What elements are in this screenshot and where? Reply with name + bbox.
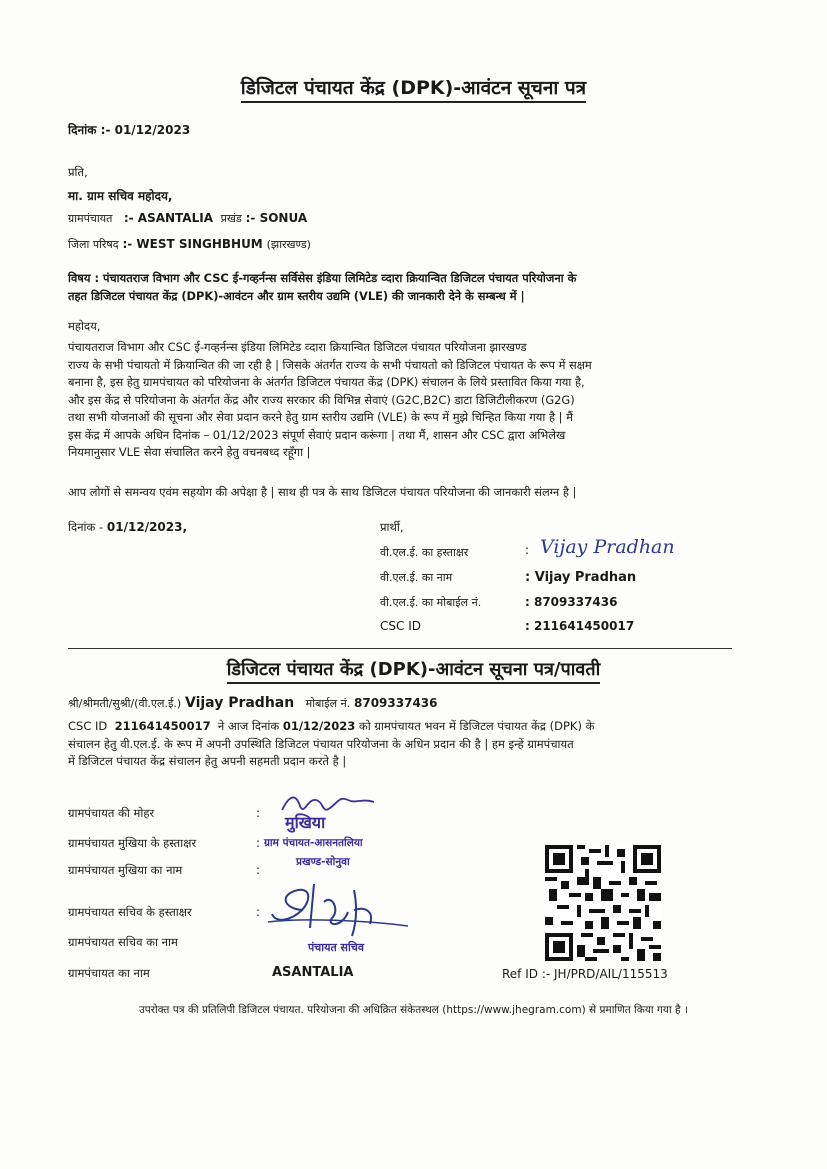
district-line: जिला परिषद :- WEST SINGHBHUM (झारखण्ड) (68, 237, 311, 251)
vle-mobile-label: वी.एल.ई. का मोबाईल नं. (380, 596, 482, 609)
prati: प्रति, (68, 165, 88, 179)
date-line: दिनांक :- 01/12/2023 (68, 123, 191, 137)
csc-id: : 211641450017 (525, 619, 635, 633)
stamp-mukhiya-block: प्रखण्ड-सोनुवा (296, 856, 350, 868)
prarthi: प्रार्थी, (380, 520, 404, 534)
gp-name: ASANTALIA (272, 965, 354, 980)
letter-title: डिजिटल पंचायत केंद्र (DPK)-आवंटन सूचना पत्र (0, 74, 827, 100)
colon: : (525, 543, 530, 557)
vle-name: : Vijay Pradhan (525, 570, 637, 585)
csc-id-label: CSC ID (380, 619, 421, 633)
gp-line: ग्रामपंचायत :- ASANTALIA प्रखंड :- SONUA (68, 211, 308, 225)
colon: : (256, 905, 261, 919)
stamp-sachiv: पंचायत सचिव (308, 941, 364, 954)
divider (68, 648, 732, 649)
gp-seal-label: ग्रामपंचायत की मोहर (68, 806, 155, 820)
vle-mobile: : 8709337436 (525, 595, 618, 609)
gp-name-label: ग्रामपंचायत का नाम (68, 966, 150, 980)
stamp-mukhiya-title: मुखिया (285, 813, 326, 832)
sachiv-name-label: ग्रामपंचायत सचिव का नाम (68, 935, 178, 949)
vle-signature: Vijay Pradhan (540, 536, 675, 558)
receipt-vle-line: श्री/श्रीमती/सुश्री/(वी.एल.ई.) Vijay Pradhan मोबाईल नं. 8709337436 (68, 695, 438, 711)
applicant-date: दिनांक - 01/12/2023, (68, 520, 188, 534)
body-paragraph: पंचायतराज विभाग और CSC ई-गव्हर्नन्स इंडिया लिमिटेड व्दारा क्रियान्वित डिजिटल पंचायत परियोजना झारखण्ड राज्य के सभी पंचायतो में क्रियान्वित की जा रही है | जिसके अंतर्गत राज्य के सभी पंचायतो को डिजिटल पंचायत के रूप में सक्षम बनाना है, इस हेतु ग्रामपंचायत को परियोजना के अंतर्गत डिजिटल पंचायत केंद्र (DPK) संचालन के लिये प्रस्तावित किया गया है, और इस केंद्र से परियोजना के अंतर्गत केंद्र और राज्य सरकार की विभिन्न सेवाएं (G2C,B2C) डाटा डिजिटीलीकरण (G2G) तथा सभी योजनाओं की सूचना और सेवा प्रदान करने हेतु ग्राम स्तरीय उद्यमि (VLE) के रूप में मुझे चिन्हित किया गया है | मैं इस केंद्र में आपके अधिन दिनांक – 01/12/2023 संपूर्ण सेवाएं प्रदान करूंगा | तथा मैं, शासन और CSC द्वारा अभिलेख नियमानुसार VLE सेवा संचालित करने हेतु वचनबध्द रहूँगा | (68, 340, 592, 459)
mukhiya-signature-label: ग्रामपंचायत मुखिया के हस्ताक्षर (68, 836, 197, 850)
colon: : (256, 863, 261, 877)
receipt-paragraph: CSC ID 211641450017 ने आज दिनांक 01/12/2023 को ग्रामपंचायत भवन में डिजिटल पंचायत केंद्र (DPK) के संचालन हेतु वी.एल.ई. के रूप में अपनी उपस्थिति डिजिटल पंचायत परियोजना के अधिन प्रदान की है | हम इन्हें ग्रामपंचायत में डिजिटल पंचायत केंद्र संचालन हेतु अपनी सहमती प्रदान करते है | (68, 719, 595, 768)
ref-id: Ref ID :- JH/PRD/AIL/115513 (502, 967, 668, 981)
colon: : (256, 836, 261, 850)
greeting: महोदय, (68, 319, 101, 333)
vle-name-label: वी.एल.ई. का नाम (380, 571, 453, 584)
colon: : (256, 806, 261, 820)
mukhiya-name-label: ग्रामपंचायत मुखिया का नाम (68, 863, 183, 877)
vle-signature-label: वी.एल.ई. का हस्ताक्षर (380, 546, 469, 559)
salutation: मा. ग्राम सचिव महोदय, (68, 189, 173, 203)
receipt-title: डिजिटल पंचायत केंद्र (DPK)-आवंटन सूचना पत्र/पावती (0, 657, 827, 681)
footer-note: उपरोक्त पत्र की प्रतिलिपी डिजिटल पंचायत. परियोजना की अधिक्रित संकेतस्थल (https://www.jhegram.com) से प्रमाणित किया गया है । (139, 1004, 688, 1016)
closing-line: आप लोगों से समन्वय एवंम सहयोग की अपेक्षा है | साथ ही पत्र के साथ डिजिटल पंचायत परियोजना की जानकारी संलग्न है | (68, 485, 577, 499)
qr-code (545, 845, 661, 961)
subject: विषय : पंचायतराज विभाग और CSC ई-गव्हर्नन्स सर्विसेस इंडिया लिमिटेड व्दारा क्रियान्वित डिजिटल पंचायत परियोजना के तहत डिजिटल पंचायत केंद्र (DPK)-आवंटन और ग्राम स्तरीय उद्यमि (VLE) की जानकारी देने के सम्बन्ध में | (68, 271, 577, 303)
stamp-mukhiya-gp: ग्राम पंचायत-आसनतलिया (264, 837, 363, 849)
sachiv-signature-label: ग्रामपंचायत सचिव के हस्ताक्षर (68, 905, 192, 919)
sachiv-signature-scribble (262, 880, 412, 942)
